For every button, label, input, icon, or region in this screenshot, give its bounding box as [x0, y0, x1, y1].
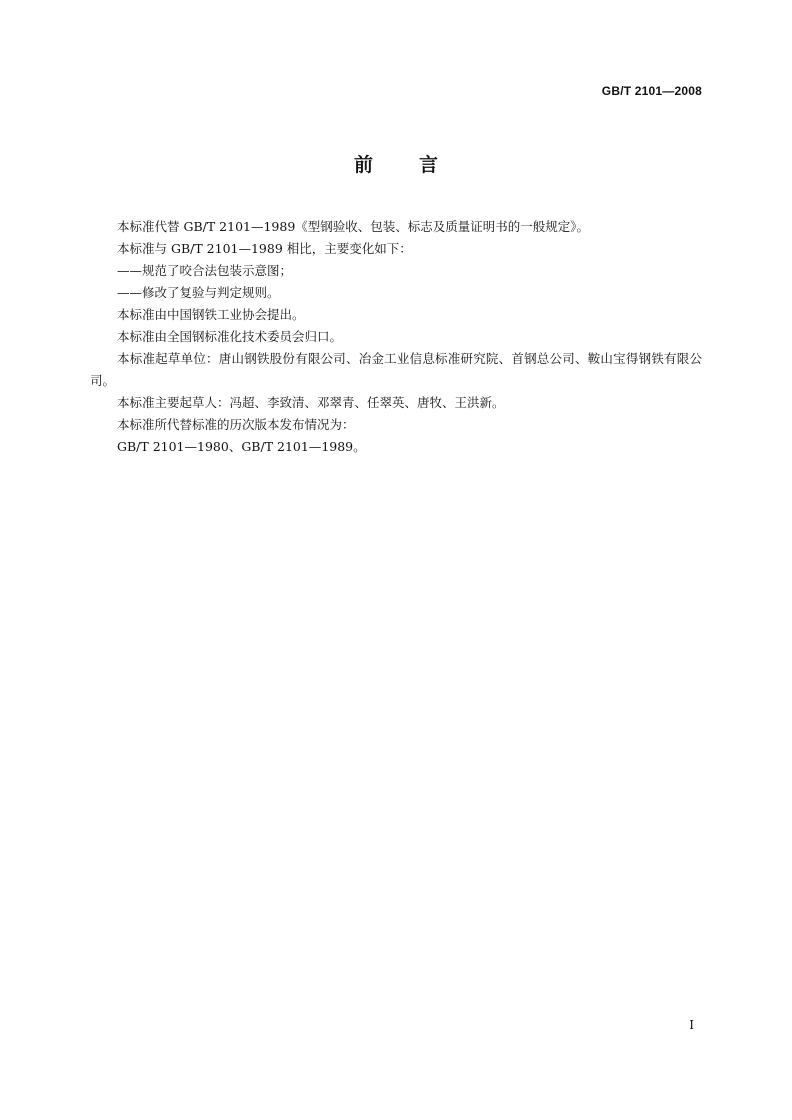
- paragraph-proposed-by: 本标准由中国钢铁工业协会提出。: [117, 307, 305, 322]
- paragraph-drafters: 本标准主要起草人：冯超、李致清、邓翠青、任翠英、唐牧、王洪新。: [117, 395, 505, 410]
- paragraph-change-1: ——规范了咬合法包装示意图；: [117, 263, 293, 278]
- page-number: I: [689, 1018, 694, 1032]
- paragraph-change-2: ——修改了复验与判定规则。: [117, 285, 280, 300]
- preface-body: [90, 216, 702, 458]
- paragraph-changes-intro: 本标准与 GB/T 2101—1989 相比，主要变化如下：: [117, 241, 412, 256]
- paragraph-drafting-units: 本标准起草单位：唐山钢铁股份有限公司、冶金工业信息标准研究院、首钢总公司、鞍山宝得钢铁有限公司。: [90, 351, 702, 388]
- paragraph-managed-by: 本标准由全国钢标准化技术委员会归口。: [117, 329, 343, 344]
- paragraph-replaces: 本标准代替 GB/T 2101—1989《型钢验收、包装、标志及质量证明书的一般规定》。: [117, 219, 590, 234]
- standard-code: GB/T 2101—2008: [601, 84, 702, 98]
- paragraph-history-intro: 本标准所代替标准的历次版本发布情况为：: [117, 417, 355, 432]
- page-title: 前言: [353, 154, 484, 176]
- paragraph-history-versions: GB/T 2101—1980、GB/T 2101—1989。: [117, 439, 366, 454]
